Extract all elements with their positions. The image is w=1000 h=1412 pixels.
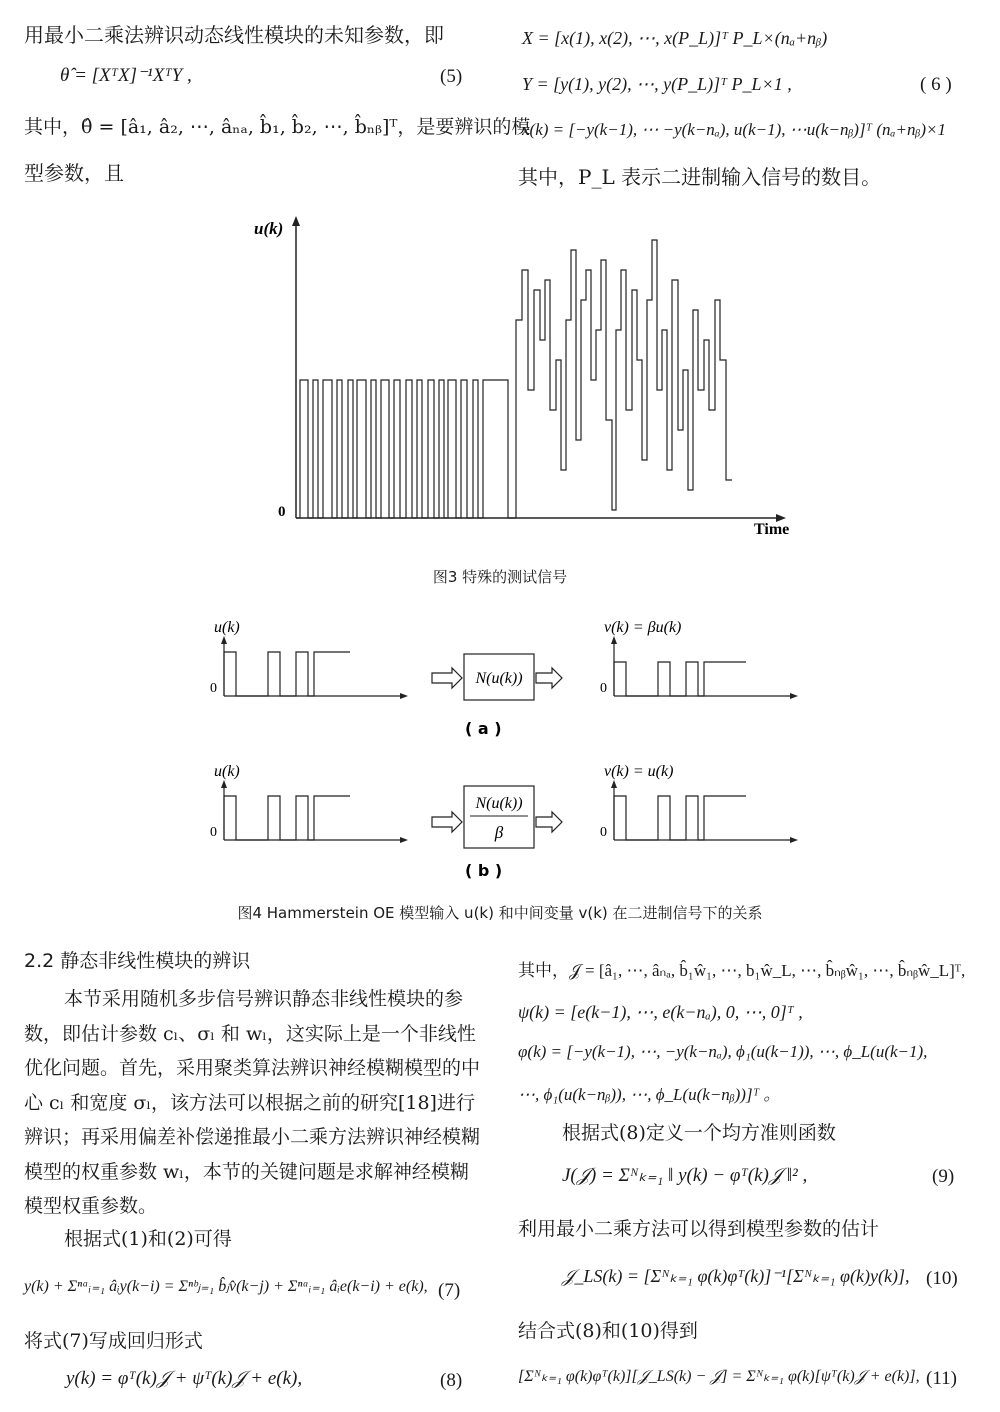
equation-5: θ̂ = [XᵀX]⁻¹XᵀY ,: [60, 65, 192, 86]
paragraph-intro: 用最小二乘法辨识动态线性模块的未知参数，即: [24, 23, 444, 47]
figure-3-ylabel: u(k): [254, 219, 284, 238]
figure-4a-input-signal: [224, 652, 350, 696]
equation-7-number: (7): [438, 1280, 461, 1301]
figure-3-plot: [254, 210, 800, 550]
figure-4a-block-label: N(u(k)): [475, 670, 523, 687]
equation-psi: ψ(k) = [e(k−1), ⋯, e(k−nₐ), 0, ⋯, 0]ᵀ ,: [518, 1002, 803, 1022]
figure-4b-block-numerator: N(u(k)): [475, 795, 523, 812]
paragraph-criterion: 根据式(8)定义一个均方准则函数: [562, 1122, 836, 1144]
figure-4a-right-label: v(k) = βu(k): [604, 619, 682, 636]
paragraph-theta: 其中，θ̂ = [â₁, â₂, ⋯, âₙₐ, b̂₁, b̂₂, ⋯, b̂ₙᵦ]ᵀ，是要辨识的模: [24, 116, 531, 138]
figure-3-caption: 图3 特殊的测试信号: [432, 568, 568, 586]
equation-7: y(k) + Σⁿᵃᵢ₌₁ âᵢy(k−i) = Σⁿᵇⱼ₌₁ b̂ⱼv̂(k−j) + Σⁿᵃᵢ₌₁ âᵢe(k−i) + e(k),: [24, 1278, 428, 1295]
equation-9-number: (9): [932, 1166, 955, 1187]
equation-10-number: (10): [926, 1268, 958, 1289]
equation-8: y(k) = φᵀ(k)𝒥 + ψᵀ(k)𝒥 + e(k),: [66, 1368, 303, 1389]
section-paragraph-3: 将式(7)写成回归形式: [24, 1330, 203, 1352]
figure-4a-output-signal: [614, 662, 746, 696]
equation-Y: Y = [y(1), y(2), ⋯, y(P_L)]ᵀ P_L×1 ,: [522, 74, 792, 94]
figure-4a-left-zero: 0: [210, 681, 217, 696]
equation-phi-line1: φ(k) = [−y(k−1), ⋯, −y(k−nₐ), ϕ₁(u(k−1)), ⋯, ϕ_L(u(k−1),: [518, 1042, 928, 1061]
figure-4b-block-denominator: β: [494, 823, 504, 842]
equation-11-number: (11): [926, 1368, 957, 1389]
equation-11: [Σᴺₖ₌₁ φ(k)φᵀ(k)][𝒥_LS(k) − 𝒥] = Σᴺₖ₌₁ φ(k)[ψᵀ(k)𝒥 + e(k)],: [518, 1368, 920, 1385]
figure-4b-left-label: u(k): [214, 763, 240, 780]
figure-4b-right-zero: 0: [600, 825, 607, 840]
equation-phi-line2: ⋯, ϕ₁(u(k−nᵦ)), ⋯, ϕ_L(u(k−nᵦ))]ᵀ 。: [518, 1085, 781, 1104]
figure-4b-left-zero: 0: [210, 825, 217, 840]
figure-4b-output-signal: [614, 796, 746, 840]
figure-4a-left-label: u(k): [214, 619, 240, 636]
paragraph-estimate: 利用最小二乘方法可以得到模型参数的估计: [518, 1218, 880, 1240]
equation-x: x(k) = [−y(k−1), ⋯ −y(k−nₐ), u(k−1), ⋯u(k−nᵦ)]ᵀ (nₐ+nᵦ)×1: [522, 120, 946, 139]
figure-3-binary-signal: [296, 380, 516, 518]
figure-4-caption: 图4 Hammerstein OE 模型输入 u(k) 和中间变量 v(k) 在二进制信号下的关系: [237, 904, 763, 922]
equation-X: X = [x(1), x(2), ⋯, x(P_L)]ᵀ P_L×(nₐ+nᵦ): [522, 28, 828, 48]
equation-5-number: (5): [440, 66, 463, 87]
figure-4b-sublabel: ( b ): [465, 861, 503, 880]
paragraph-combine: 结合式(8)和(10)得到: [518, 1320, 698, 1342]
section-heading: 2.2 静态非线性模块的辨识: [24, 950, 251, 972]
figure-4b-right-label: v(k) = u(k): [604, 763, 674, 780]
figure-4a-sublabel: ( a ): [465, 719, 502, 738]
equation-6-number: ( 6 ): [920, 74, 952, 95]
figure-4b-input-signal: [224, 796, 350, 840]
figure-3-xlabel: Time: [754, 521, 790, 538]
equation-9: J(𝒥) = Σᴺₖ₌₁ ‖ y(k) − φᵀ(k)𝒥 ‖² ,: [562, 1165, 808, 1186]
figure-3-random-signal: [516, 240, 732, 518]
equation-10: 𝒥_LS(k) = [Σᴺₖ₌₁ φ(k)φᵀ(k)]⁻¹[Σᴺₖ₌₁ φ(k)y(k)],: [562, 1266, 910, 1286]
section-paragraph-1: 本节采用随机多步信号辨识静态非线性模块的参数，即估计参数 cₗ、σₗ 和 wₗ，这实际上是一个非线性优化问题。首先，采用聚类算法辨识神经模糊模型的中心 cₗ 和宽度 σₗ，该方法可以根据之前的研究[18]进行辨识；再采用偏差补偿递推最小二乘方法辨识神经模糊模型的权重参数 wₗ，本节的关键问题是求解神经模糊模型权重参数。: [24, 988, 481, 1217]
paragraph-theta-cont: 型参数，且: [24, 161, 124, 185]
figure-4a-right-zero: 0: [600, 681, 607, 696]
figure-3-y-arrow: [292, 216, 300, 226]
equation-J-vector: 其中，𝒥 = [â₁, ⋯, âₙₐ, b̂₁ŵ₁, ⋯, b₁ŵ_L, ⋯, b̂ₙᵦŵ₁, ⋯, b̂ₙᵦŵ_L]ᵀ,: [518, 961, 966, 980]
section-paragraph-2: 根据式(1)和(2)可得: [64, 1228, 232, 1250]
figure-3-zero: 0: [278, 504, 286, 520]
equation-8-number: (8): [440, 1370, 463, 1391]
paragraph-PL: 其中，P_L 表示二进制输入信号的数目。: [518, 165, 882, 189]
figure-4-diagram: [200, 612, 820, 880]
